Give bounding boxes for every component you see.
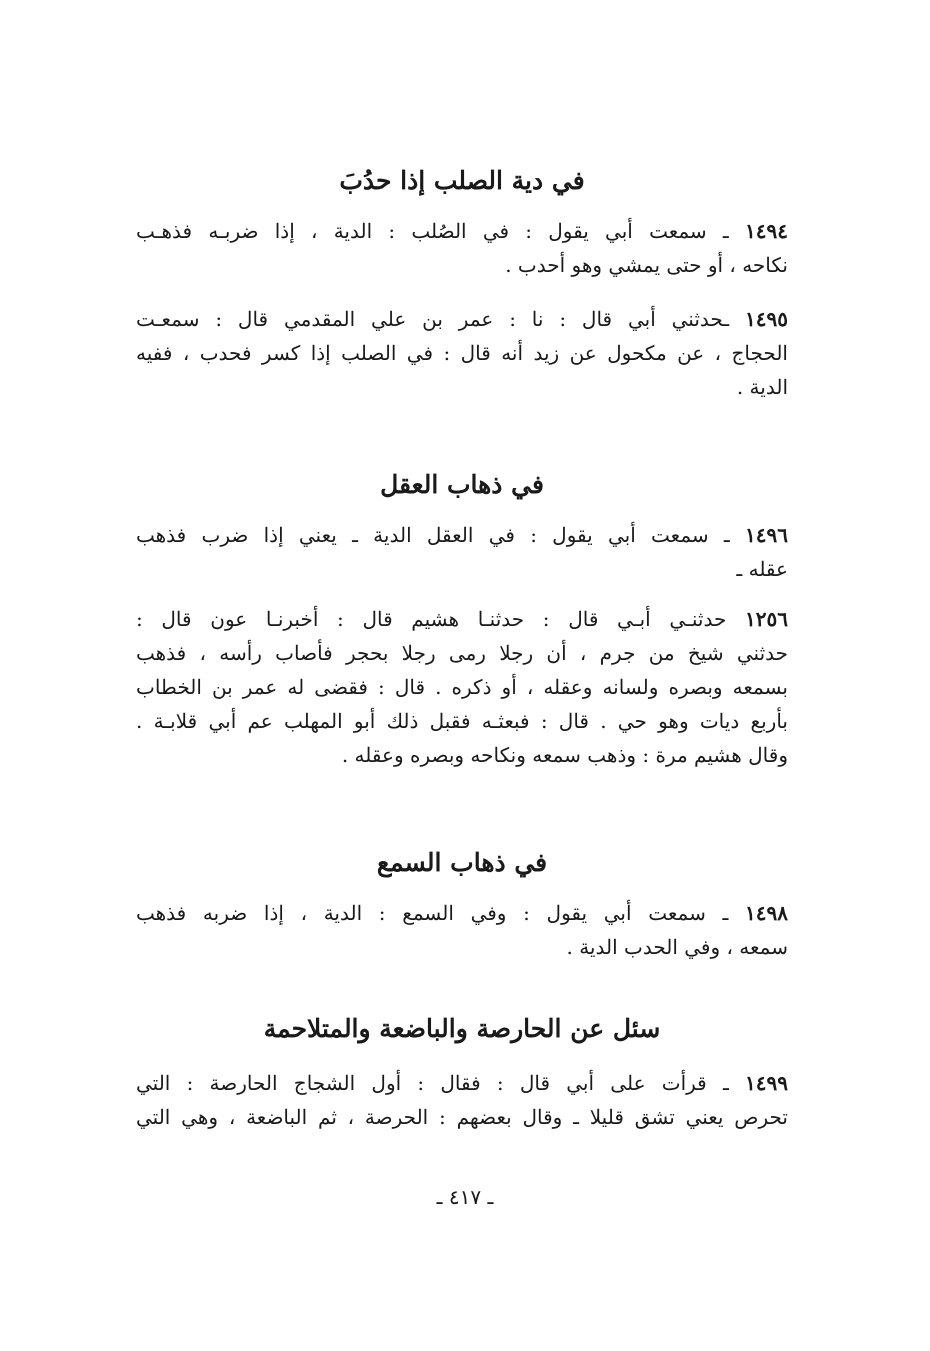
entry-1499 bbox=[136, 1066, 788, 1134]
entry-line: ١٤٩٩ ـ قرأت على أبي قال : فقال : أول الشجاج الحارصة : التي bbox=[136, 1071, 788, 1095]
entry-line: الحجاج ، عن مكحول عن زيد أنه قال : في الصلب إذا كسر فحدب ، ففيه bbox=[136, 341, 788, 365]
entry-line: تحرص يعني تشق قليلا ـ وقال بعضهم : الحرصة ، ثم الباضعة ، وهي التي bbox=[136, 1105, 788, 1129]
section-heading: في دية الصلب إذا حدُبَ bbox=[339, 166, 585, 195]
entry-number: ١٤٩٥ bbox=[745, 307, 788, 331]
entry-line: سمعه ، وفي الحدب الدية . bbox=[566, 935, 788, 959]
entry-line: ١٢٥٦ حدثنـي أبـي قال : حدثنـا هشيم قال : أخبرنـا عون قال : bbox=[136, 607, 788, 631]
entry-number: ١٤٩٤ bbox=[745, 219, 788, 243]
entry-line: ١٤٩٦ ـ سمعت أبي يقول : في العقل الدية ـ يعني إذا ضرب فذهب bbox=[136, 523, 788, 547]
entry-line: عقله ـ bbox=[736, 557, 788, 581]
entry-line: حدثني شيخ من جرم ، أن رجلا رمى رجلا بحجر فأصاب رأسه ، فذهب bbox=[136, 641, 788, 665]
entry-line: ١٤٩٨ ـ سمعت أبي يقول : وفي السمع : الدية ، إذا ضربه فذهب bbox=[136, 901, 788, 925]
entry-1495 bbox=[136, 302, 788, 404]
section-heading: في ذهاب العقل bbox=[380, 470, 544, 499]
entry-line: ١٤٩٥ ـحدثني أبي قال : نا : عمر بن علي المقدمي قال : سمعـت bbox=[136, 307, 788, 331]
page-number: ـ ٤١٧ ـ bbox=[436, 1185, 494, 1209]
entry-number: ١٤٩٨ bbox=[745, 901, 788, 925]
section-heading: سئل عن الحارصة والباضعة والمتلاحمة bbox=[263, 1014, 661, 1043]
entry-number: ١٢٥٦ bbox=[745, 607, 788, 631]
entry-1496 bbox=[136, 518, 788, 586]
entry-1494 bbox=[136, 214, 788, 282]
entry-line: ١٤٩٤ ـ سمعت أبي يقول : في الصُلب : الدية ، إذا ضربـه فذهـب bbox=[136, 219, 788, 243]
entry-1498 bbox=[136, 896, 788, 964]
entry-line: بأربع ديات وهو حي . قال : فبعثـه فقبل ذلك أبو المهلب عم أبي قلابـة . bbox=[136, 709, 788, 733]
entry-number: ١٤٩٦ bbox=[745, 523, 788, 547]
entry-line: نكاحه ، أو حتى يمشي وهو أحدب . bbox=[505, 253, 788, 277]
entry-1256 bbox=[136, 602, 788, 772]
entry-line: بسمعه وبصره ولسانه وعقله ، أو ذكره . قال : فقضى له عمر بن الخطاب bbox=[136, 675, 788, 699]
entry-line: الدية . bbox=[736, 375, 788, 399]
entry-line: وقال هشيم مرة : وذهب سمعه ونكاحه وبصره وعقله . bbox=[341, 743, 788, 767]
section-heading: في ذهاب السمع bbox=[376, 848, 548, 877]
entry-number: ١٤٩٩ bbox=[745, 1071, 788, 1095]
